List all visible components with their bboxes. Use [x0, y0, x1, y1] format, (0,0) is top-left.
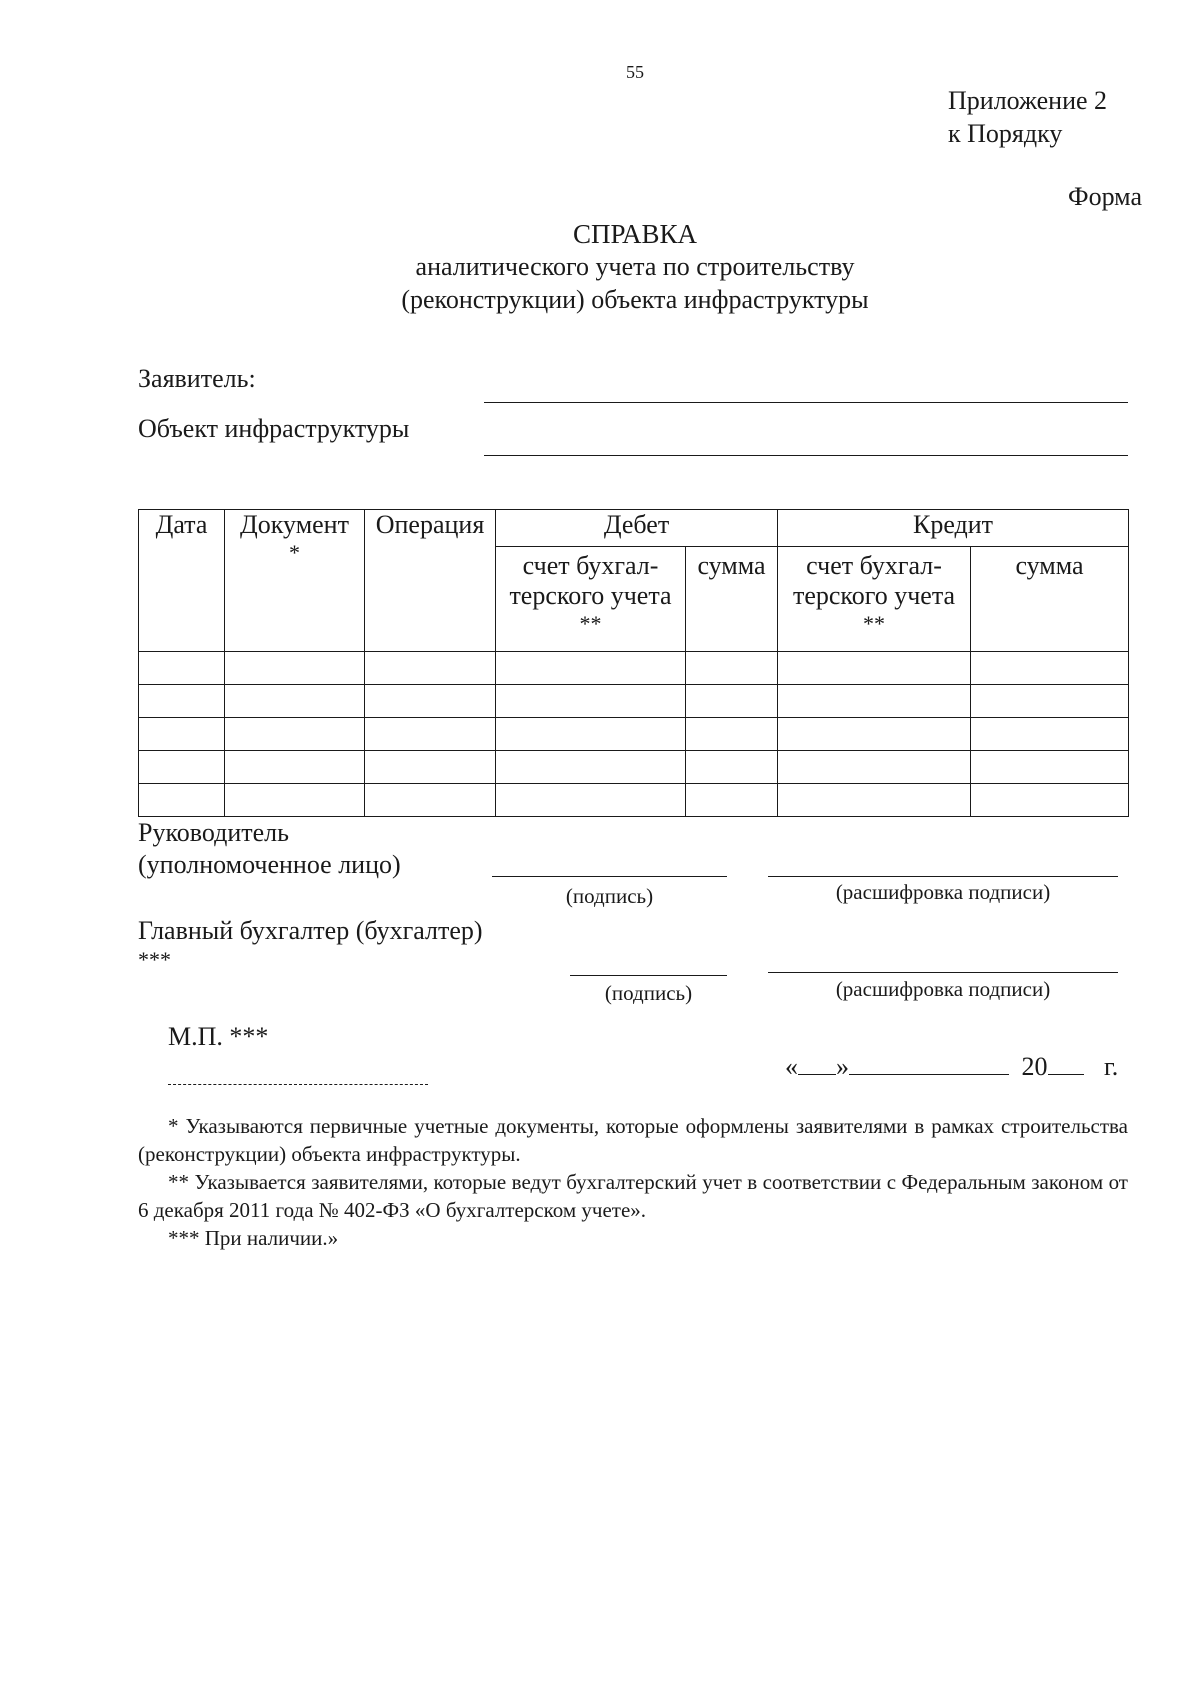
table-cell[interactable] — [365, 718, 496, 751]
table-cell[interactable] — [778, 718, 971, 751]
col-credit-label: Кредит — [913, 510, 994, 539]
object-field-line[interactable] — [484, 455, 1128, 456]
table-cell[interactable] — [686, 685, 778, 718]
accountant-line-1: Главный бухгалтер (бухгалтер) — [138, 916, 483, 945]
title-line-3: (реконструкции) объекта инфраструктуры — [401, 285, 869, 314]
table-cell[interactable] — [971, 652, 1129, 685]
object-label: Объект инфраструктуры — [138, 414, 410, 443]
annex-line-1: Приложение 2 — [948, 86, 1108, 115]
debit-sum — [686, 547, 778, 652]
table-cell[interactable] — [496, 784, 686, 817]
table-cell[interactable] — [225, 685, 365, 718]
head-decoding-caption: (расшифровка подписи) — [835, 880, 1051, 904]
debit-sum-label: сумма — [697, 551, 766, 580]
table-row — [139, 652, 1129, 685]
table-row — [139, 718, 1129, 751]
table-cell[interactable] — [778, 685, 971, 718]
form-label: Форма — [1068, 182, 1142, 211]
table-cell[interactable] — [686, 718, 778, 751]
head-signatory-label — [138, 817, 401, 881]
applicant-field-line[interactable] — [484, 402, 1128, 403]
annex-reference — [948, 84, 1107, 150]
date-year-prefix: 20 — [1021, 1052, 1048, 1081]
col-credit — [778, 510, 1129, 547]
table-cell[interactable] — [365, 652, 496, 685]
col-date-label: Дата — [155, 510, 208, 539]
table-cell[interactable] — [778, 652, 971, 685]
date-day-blank[interactable] — [798, 1050, 836, 1075]
table-cell[interactable] — [686, 751, 778, 784]
table-cell[interactable] — [139, 685, 225, 718]
table-cell[interactable] — [971, 718, 1129, 751]
table-cell[interactable] — [686, 652, 778, 685]
table-cell[interactable] — [971, 784, 1129, 817]
debit-account-line-2: терского учета — [509, 581, 672, 610]
table-cell[interactable] — [225, 784, 365, 817]
col-operation-label: Операция — [375, 510, 485, 539]
credit-account-line-2: терского учета — [792, 581, 956, 610]
table-cell[interactable] — [496, 751, 686, 784]
table-cell[interactable] — [496, 652, 686, 685]
table-row — [139, 685, 1129, 718]
debit-account-mark: ** — [579, 611, 602, 636]
document-title — [0, 218, 1200, 316]
title-line-2: аналитического учета по строительству — [415, 252, 855, 281]
accountant-signature-line[interactable] — [570, 975, 727, 976]
table-cell[interactable] — [365, 784, 496, 817]
ledger-table — [138, 509, 1129, 817]
head-signature-line[interactable] — [492, 876, 727, 877]
date-close-quote: » — [836, 1052, 849, 1081]
table-row — [139, 784, 1129, 817]
table-cell[interactable] — [139, 784, 225, 817]
table-cell[interactable] — [778, 784, 971, 817]
date-year-suffix: г. — [1104, 1052, 1119, 1081]
table-cell[interactable] — [225, 718, 365, 751]
col-document-mark: * — [289, 540, 300, 565]
table-cell[interactable] — [971, 751, 1129, 784]
table-cell[interactable] — [365, 685, 496, 718]
table-cell[interactable] — [139, 652, 225, 685]
col-date — [139, 510, 225, 652]
title-main: СПРАВКА — [572, 219, 698, 249]
footnote-3: *** При наличии.» — [168, 1226, 339, 1250]
col-document-label: Документ — [240, 510, 349, 539]
accountant-signature-caption: (подпись) — [604, 981, 693, 1005]
credit-sum-label: сумма — [1015, 551, 1084, 580]
date-month-blank[interactable] — [849, 1050, 1009, 1075]
table-cell[interactable] — [365, 751, 496, 784]
table-cell[interactable] — [778, 751, 971, 784]
table-cell[interactable] — [225, 751, 365, 784]
accountant-mark: *** — [138, 947, 171, 972]
date-open-quote: « — [785, 1052, 798, 1081]
head-line-1: Руководитель — [138, 818, 289, 847]
footnote-1: * Указываются первичные учетные документы, которые оформлены заявителями в рамках строительства (реконструкции) объекта инфраструктуры. — [138, 1114, 1128, 1166]
page-number: 55 — [626, 62, 644, 82]
table-cell[interactable] — [686, 784, 778, 817]
table-cell[interactable] — [139, 751, 225, 784]
accountant-signatory-label — [138, 915, 483, 973]
credit-sum — [971, 547, 1129, 652]
table-cell[interactable] — [139, 718, 225, 751]
applicant-label: Заявитель: — [138, 364, 256, 393]
col-operation — [365, 510, 496, 652]
footnote-separator — [168, 1084, 428, 1085]
table-cell[interactable] — [225, 652, 365, 685]
head-decoding-line[interactable] — [768, 876, 1118, 877]
table-row — [139, 751, 1129, 784]
col-debit — [496, 510, 778, 547]
col-debit-label: Дебет — [603, 510, 670, 539]
debit-account-line-1: счет бухгал- — [522, 551, 659, 580]
footnotes — [138, 1112, 1128, 1252]
date-line — [785, 1050, 1118, 1082]
table-cell[interactable] — [971, 685, 1129, 718]
table-cell[interactable] — [496, 685, 686, 718]
debit-account — [496, 547, 686, 652]
table-cell[interactable] — [496, 718, 686, 751]
head-signature-caption: (подпись) — [565, 884, 654, 908]
footnote-2: ** Указывается заявителями, которые ведут бухгалтерский учет в соответствии с Федеральным законом от 6 декабря 2011 года № 402-ФЗ «О бухгалтерском учете». — [138, 1170, 1128, 1222]
credit-account-line-1: счет бухгал- — [806, 551, 942, 580]
credit-account-mark: ** — [863, 611, 886, 636]
head-line-2: (уполномоченное лицо) — [138, 850, 401, 879]
date-year-blank[interactable] — [1048, 1050, 1084, 1075]
annex-line-2: к Порядку — [948, 119, 1063, 148]
stamp-placeholder: М.П. *** — [168, 1022, 269, 1051]
accountant-decoding-line[interactable] — [768, 972, 1118, 973]
col-document — [225, 510, 365, 652]
accountant-decoding-caption: (расшифровка подписи) — [835, 977, 1051, 1001]
credit-account — [778, 547, 971, 652]
